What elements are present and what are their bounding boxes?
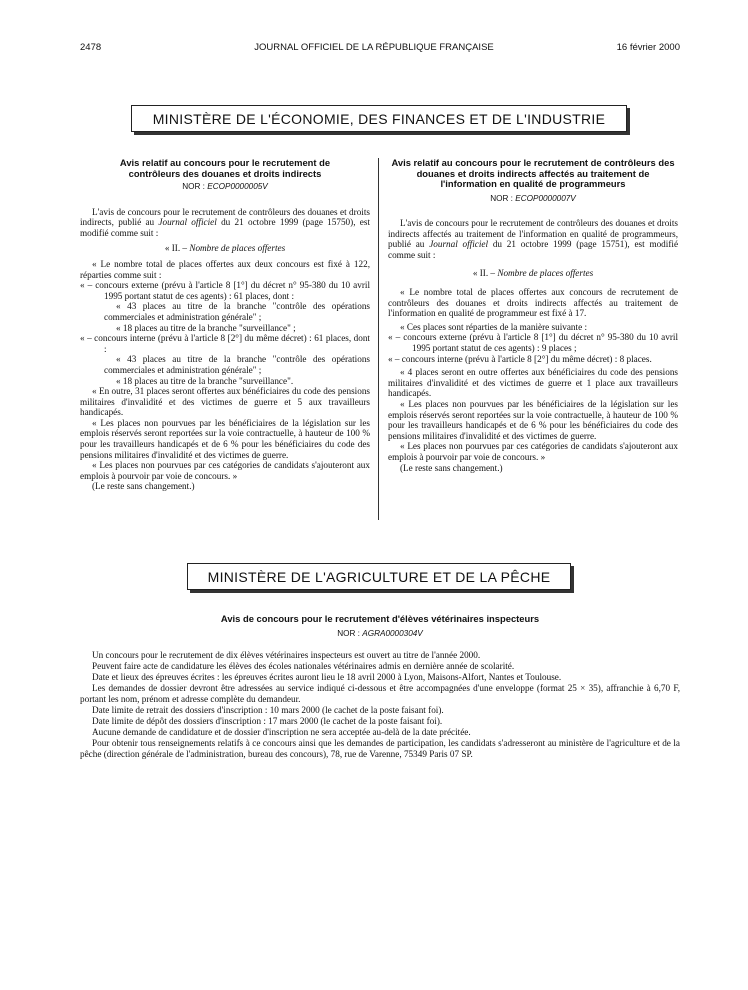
intro-text-end: du 21 octobre 1999 (page 15751), est modifié comme suit : xyxy=(388,239,679,260)
left-notice-title: Avis relatif au concours pour le recrutement de contrôleurs des douanes et droits indirects xyxy=(119,157,331,179)
left-nor xyxy=(80,182,370,193)
agri-paragraph: Date limite de dépôt des dossiers d'inscription : 17 mars 2000 (le cachet de la poste faisant foi). xyxy=(92,716,443,726)
section-title: Nombre de places offertes xyxy=(497,268,594,279)
agri-paragraph: Aucune demande de candidature et de dossier d'inscription ne sera acceptée au-delà de la date précitée. xyxy=(92,727,471,737)
journal-ref: Journal officiel xyxy=(429,239,489,250)
left-sub-item: « 43 places au titre de la branche "contrôle des opérations commerciales et administration générale" ; xyxy=(104,301,370,322)
journal-ref: Journal officiel xyxy=(158,217,217,228)
left-section-heading xyxy=(80,243,370,254)
agri-paragraph: Date limite de retrait des dossiers d'inscription : 10 mars 2000 (le cachet de la poste faisant foi). xyxy=(92,705,444,715)
right-dash-item: « – concours externe (prévu à l'article 8 [1°] du décret n° 95-380 du 10 avril 1995 portant statut de ces agents) : 9 places ; xyxy=(388,332,678,354)
right-intro xyxy=(388,218,678,260)
nor-label: NOR : xyxy=(337,629,363,638)
left-dash-item: « – concours externe (prévu à l'article 8 [1°] du décret n° 95-380 du 10 avril 1995 portant statut de ces agents) : 61 places, dont : xyxy=(80,280,370,301)
nor-code: ECOP0000007V xyxy=(515,193,576,203)
left-sub-item: « 18 places au titre de la branche "surveillance". xyxy=(116,375,294,386)
right-notice-title: Avis relatif au concours pour le recrutement de contrôleurs des douanes et droits indirects affectés au traitement de l'information en qualité de programmeurs xyxy=(391,157,675,189)
agri-nor xyxy=(80,629,680,638)
intro-text: L'avis de concours pour le recrutement de contrôleurs des douanes et droits indirects, publié au xyxy=(80,206,370,228)
nor-label: NOR : xyxy=(490,193,516,203)
right-column xyxy=(388,158,678,473)
left-para: « En outre, 31 places seront offertes aux bénéficiaires du code des pensions militaires d'invalidité et des victimes de guerre et 5 aux travailleurs handicapés. xyxy=(80,386,370,418)
page-date: 16 février 2000 xyxy=(616,42,680,53)
section-title: Nombre de places offertes xyxy=(189,243,286,254)
left-para: « Le nombre total de places offertes aux deux concours est fixé à 122, réparties comme suit : xyxy=(80,258,370,280)
section-number: « II. – xyxy=(164,243,190,254)
left-intro xyxy=(80,207,370,239)
right-para: « Le nombre total de places offertes aux concours de recrutement de contrôleurs des douanes et droits indirects affectés au traitement de l'information en qualité de programmeur est fixé à 17. xyxy=(388,287,678,319)
page-number: 2478 xyxy=(80,42,102,53)
section-number: « II. – xyxy=(472,268,498,279)
right-section-heading xyxy=(388,268,678,279)
left-para: « Les places non pourvues par les bénéficiaires de la législation sur les emplois réservés seront reportées sur la voie contractuelle, à hauteur de 100 % pour les travailleurs handicapés et de 6 % pour les bénéficiaires du code des pensions militaires d'invalidité et des victimes de guerre. xyxy=(80,417,370,460)
right-closing: (Le reste sans changement.) xyxy=(400,462,503,473)
left-closing: (Le reste sans changement.) xyxy=(92,481,195,492)
right-para: « 4 places seront en outre offertes aux bénéficiaires du code des pensions militaires d'invalidité et des victimes de guerre et 1 place aux travailleurs handicapés. xyxy=(388,367,678,399)
agri-paragraph: Pour obtenir tous renseignements relatifs à ce concours ainsi que les demandes de participation, les candidats s'adresseront au ministère de l'agriculture et de la pêche (direction générale de l'administration, bureau des concours), 78, rue de Varenne, 75349 Paris 07 SP. xyxy=(80,738,680,759)
nor-code: AGRA0000304V xyxy=(362,629,423,638)
right-dash-item: « – concours interne (prévu à l'article 8 [2°] du même décret) : 8 places. xyxy=(388,353,652,364)
nor-code: ECOP0000005V xyxy=(207,182,268,191)
right-para: « Les places non pourvues par ces catégories de candidats s'ajouteront aux emplois à pourvoir par voie de concours. » xyxy=(388,441,678,462)
left-sub-item: « 18 places au titre de la branche "surveillance" ; xyxy=(116,322,296,333)
agri-paragraph: Les demandes de dossier devront être adressées au service indiqué ci-dessous et être accompagnées d'une enveloppe (format 25 × 35), affranchie à 6,70 F, portant les nom, prénom et adresse complète du demandeur. xyxy=(80,683,680,704)
right-nor xyxy=(388,194,678,205)
agri-body xyxy=(80,650,680,760)
intro-text-end: du 21 octobre 1999 (page 15750), est modifié comme suit : xyxy=(80,217,370,238)
ministry-agriculture-heading: MINISTÈRE DE L'AGRICULTURE ET DE LA PÊCHE xyxy=(187,563,571,590)
right-para: « Ces places sont réparties de la manière suivante : xyxy=(400,321,588,332)
journal-title: JOURNAL OFFICIEL DE LA RÉPUBLIQUE FRANÇAISE xyxy=(254,42,494,53)
left-column xyxy=(80,158,370,492)
ministry-economie-heading: MINISTÈRE DE L'ÉCONOMIE, DES FINANCES ET DE L'INDUSTRIE xyxy=(131,105,627,132)
agri-notice-title: Avis de concours pour le recrutement d'élèves vétérinaires inspecteurs xyxy=(220,613,540,624)
nor-label: NOR : xyxy=(182,182,208,191)
left-sub-item: « 43 places au titre de la branche "contrôle des opérations commerciales et administration générale" ; xyxy=(104,354,370,375)
agri-paragraph: Peuvent faire acte de candidature les élèves des écoles nationales vétérinaires admis en dernière année de scolarité. xyxy=(92,661,515,671)
agri-paragraph: Date et lieux des épreuves écrites : les épreuves écrites auront lieu le 18 avril 2000 à Lyon, Maisons-Alfort, Nantes et Toulouse. xyxy=(92,672,562,682)
intro-text: L'avis de concours pour le recrutement de contrôleurs des douanes et droits indirects affectés au traitement de l'information en qualité de programmeurs, publié au xyxy=(388,218,678,250)
left-dash-item: « – concours interne (prévu à l'article 8 [2°] du même décret) : 61 places, dont : xyxy=(80,333,370,354)
agri-paragraph: Un concours pour le recrutement de dix élèves vétérinaires inspecteurs est ouvert au titre de l'année 2000. xyxy=(92,650,481,660)
right-para: « Les places non pourvues par les bénéficiaires de la législation sur les emplois réservés seront reportées sur la voie contractuelle, à hauteur de 100 % pour les travailleurs handicapés et de 6 % pour les bénéficiaires du code des pensions militaires d'invalidité et des victimes de guerre. xyxy=(388,399,678,441)
column-divider xyxy=(378,158,379,520)
left-para: « Les places non pourvues par ces catégories de candidats s'ajouteront aux emplois à pourvoir par voie de concours. » xyxy=(80,460,370,481)
